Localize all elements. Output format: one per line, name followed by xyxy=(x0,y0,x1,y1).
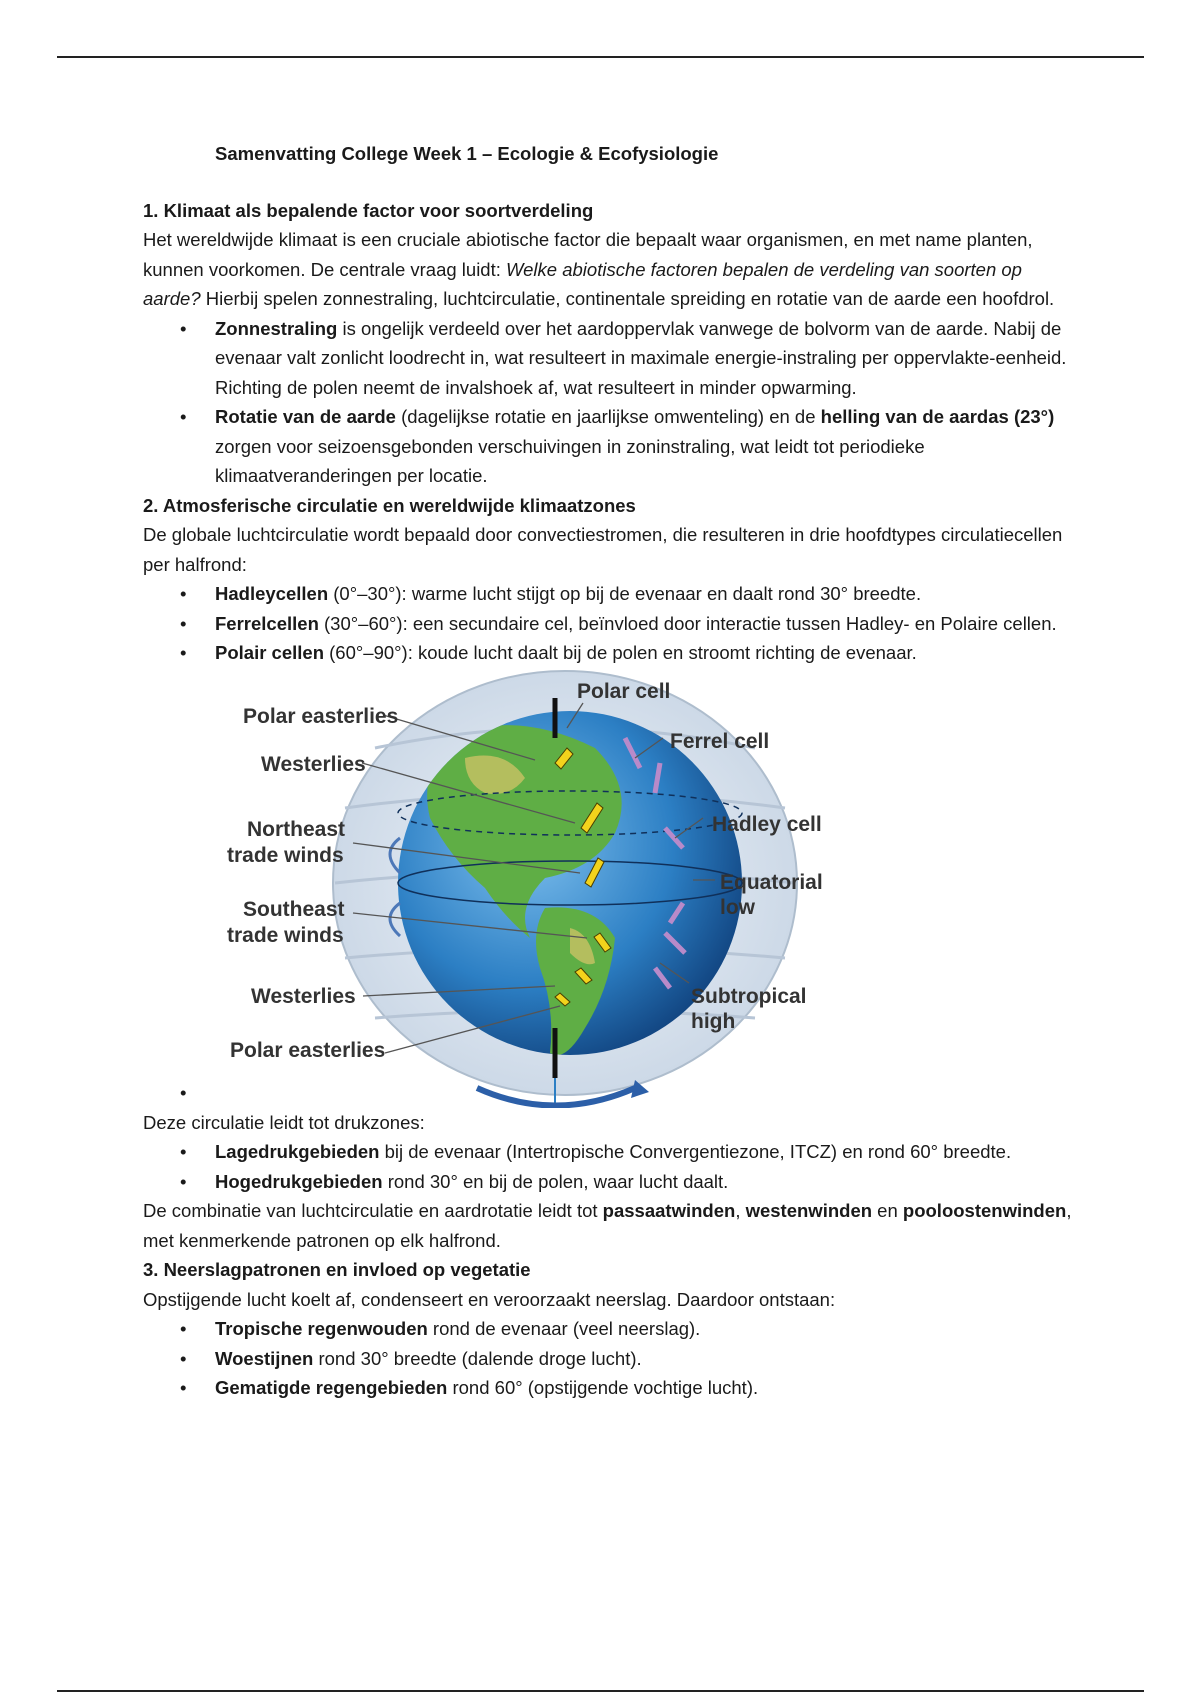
list-item xyxy=(143,1137,1073,1167)
term-bold: Hadleycellen xyxy=(215,583,329,604)
header-rule xyxy=(57,56,1144,58)
para-text: Het wereldwijde klimaat is een cruciale abiotische factor die bepaalt waar organismen, en met name planten, kunnen voorkomen. De centrale vraag luidt: xyxy=(143,229,1033,280)
item-text: rond 60° (opstijgende vochtige lucht). xyxy=(447,1377,759,1398)
section-3-heading: 3. Neerslagpatronen en invloed op vegetatie xyxy=(143,1259,531,1280)
pressure-intro: Deze circulatie leidt tot drukzones: xyxy=(143,1111,425,1133)
term-bold: Tropische regenwouden xyxy=(215,1318,428,1339)
term-bold: Ferrelcellen xyxy=(215,612,319,634)
label-southeast-2: trade winds xyxy=(227,923,344,947)
label-ferrel-cell: Ferrel cell xyxy=(670,729,770,753)
circulation-cells-list xyxy=(143,579,1073,1108)
item-text: zorgen voor seizoensgebonden verschuivingen in zoninstraling, wat leidt tot periodieke klimaatveranderingen per locatie. xyxy=(215,435,925,486)
list-item xyxy=(143,1344,1073,1374)
label-southeast-1: Southeast xyxy=(243,897,345,921)
item-text: rond 30° en bij de polen, waar lucht daalt. xyxy=(382,1170,729,1192)
term-bold: Woestijnen xyxy=(215,1347,314,1369)
item-text: (dagelijkse rotatie en jaarlijkse omwenteling) en de xyxy=(395,406,821,427)
footer-rule xyxy=(57,1690,1144,1692)
section-1-list xyxy=(143,314,1073,491)
item-text: is ongelijk verdeeld over het aardoppervlak vanwege de bolvorm van de aarde. Nabij de evenaar valt zonlicht loodrecht in, wat resulteert in maximale energie-instraling per oppervlakte-eenheid. Richting de polen neemt de invalshoek af, wat resulteert in minder opwarming. xyxy=(215,317,1067,398)
label-equatorial-2: low xyxy=(720,895,755,919)
term-bold: Lagedrukgebieden xyxy=(215,1141,380,1162)
label-polar-easterlies-north: Polar easterlies xyxy=(243,704,399,728)
label-polar-cell: • Polar cell xyxy=(577,679,671,703)
list-item xyxy=(143,1167,1073,1197)
item-text: (60°–90°): koude lucht daalt bij de polen en stroomt richting de evenaar. xyxy=(324,642,917,663)
document-body xyxy=(143,139,1073,1403)
list-item xyxy=(143,638,1073,668)
label-polar-easterlies-south: Polar easterlies xyxy=(230,1038,386,1062)
list-item xyxy=(143,314,1073,403)
term-bold: Polair cellen xyxy=(215,642,324,663)
para-text: Hierbij spelen zonnestraling, luchtcirculatie, continentale spreiding en rotatie van de aarde een hoofdrol. xyxy=(200,288,1055,309)
item-text: rond de evenaar (veel neerslag). xyxy=(427,1318,701,1339)
figure-list-item xyxy=(143,668,1073,1108)
item-text: (30°–60°): een secundaire cel, beïnvloed door interactie tussen Hadley- en Polaire cellen. xyxy=(318,612,1057,634)
para-text: De combinatie van luchtcirculatie en aardrotatie leidt tot xyxy=(143,1200,603,1221)
winds-paragraph xyxy=(143,1196,1073,1255)
label-northeast-1: Northeast xyxy=(247,817,346,841)
central-question: Welke abiotische factoren bepalen de verdeling van soorten op aarde? xyxy=(143,258,1022,309)
term-bold: helling van de aardas (23°) xyxy=(820,406,1055,427)
list-item xyxy=(143,402,1073,491)
list-item xyxy=(143,609,1073,639)
document-title: Samenvatting College Week 1 – Ecologie & Ecofysiologie xyxy=(215,143,719,164)
list-item xyxy=(143,579,1073,609)
term-bold: passaatwinden xyxy=(602,1200,736,1221)
label-subtropical-2: high xyxy=(691,1009,736,1033)
term-bold: Rotatie van de aarde xyxy=(215,406,396,427)
section-2-intro: De globale luchtcirculatie wordt bepaald door convectiestromen, die resulteren in drie hoofdtypes circulatiecellen per halfrond: xyxy=(143,524,1063,575)
term-bold: westenwinden xyxy=(745,1200,873,1221)
circulation-figure xyxy=(215,668,925,1108)
label-westerlies-north: Westerlies xyxy=(261,752,366,776)
section-3-intro: Opstijgende lucht koelt af, condenseert en veroorzaakt neerslag. Daardoor ontstaan: xyxy=(143,1288,836,1310)
pressure-zones-list xyxy=(143,1137,1073,1196)
para-text: , xyxy=(735,1200,746,1221)
item-text: (0°–30°): warme lucht stijgt op bij de evenaar en daalt rond 30° breedte. xyxy=(328,583,922,604)
para-text: , met kenmerkende patronen op elk halfrond. xyxy=(143,1200,1072,1251)
label-northeast-2: trade winds xyxy=(227,843,344,867)
label-hadley-cell: Hadley cell xyxy=(712,812,822,836)
label-subtropical-1: Subtropical xyxy=(691,984,807,1008)
term-bold: Zonnestraling xyxy=(215,317,338,339)
list-item xyxy=(143,1373,1073,1403)
term-bold: Gematigde regengebieden xyxy=(215,1377,448,1398)
section-2-heading: 2. Atmosferische circulatie en wereldwijde klimaatzones xyxy=(143,494,636,516)
section-1-paragraph xyxy=(143,225,1073,314)
list-item xyxy=(143,1314,1073,1344)
section-1-heading: 1. Klimaat als bepalende factor voor soortverdeling xyxy=(143,199,594,221)
term-bold: pooloostenwinden xyxy=(902,1200,1067,1221)
term-bold: Hogedrukgebieden xyxy=(215,1170,383,1192)
label-equatorial-1: Equatorial xyxy=(720,870,823,894)
vegetation-list xyxy=(143,1314,1073,1403)
global-circulation-diagram xyxy=(215,668,925,1108)
item-text: rond 30° breedte (dalende droge lucht). xyxy=(313,1347,642,1369)
label-westerlies-south: Westerlies xyxy=(251,984,356,1008)
para-text: en xyxy=(872,1200,903,1221)
item-text: bij de evenaar (Intertropische Convergentiezone, ITCZ) en rond 60° breedte. xyxy=(379,1141,1012,1162)
